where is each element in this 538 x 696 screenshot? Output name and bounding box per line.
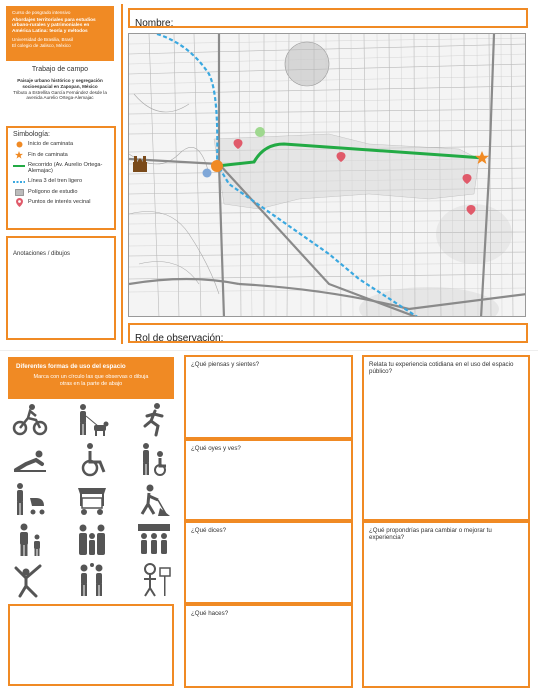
vendor-cart-icon[interactable] <box>74 482 110 518</box>
university-2: El colegio de Jalisco, México <box>12 42 71 48</box>
legend-box <box>6 126 116 230</box>
divider-horizontal <box>0 350 538 351</box>
construction-worker-icon[interactable] <box>136 482 172 518</box>
legend-item-poi: Puntos de interés vecinal <box>13 199 109 206</box>
name-field[interactable] <box>128 8 528 28</box>
start-dot-icon <box>13 141 25 148</box>
divider-vertical <box>121 4 123 344</box>
train-line-icon <box>13 178 25 185</box>
legend-item-polygon: Polígono de estudio <box>13 189 109 196</box>
notes-box[interactable] <box>6 236 116 340</box>
course-info-box <box>6 6 114 61</box>
question-do-label: ¿Qué haces? <box>191 610 229 617</box>
polygon-icon <box>13 189 25 196</box>
question-do[interactable] <box>184 604 353 688</box>
uses-instructions: Marca con un círculo las que observas o dibuja otras en la parte de abajo <box>33 374 149 387</box>
uses-title: Diferentes formas de uso del espacio <box>16 363 126 370</box>
stroller-icon[interactable] <box>12 482 48 518</box>
question-hear-see-label: ¿Qué oyes y ves? <box>191 445 241 452</box>
star-icon <box>13 152 25 159</box>
runner-icon[interactable] <box>136 402 172 438</box>
role-label: Rol de observación: <box>135 333 224 344</box>
street-map <box>128 33 526 317</box>
name-label: Nombre: <box>135 18 174 29</box>
question-daily-experience-label: Relata tu experiencia cotidiana en el uso del espacio público? <box>369 361 514 375</box>
family-icon[interactable] <box>12 522 48 558</box>
legend-item-train: Línea 3 del tren ligero <box>13 178 109 185</box>
sign-holder-icon[interactable] <box>136 562 172 598</box>
dog-walker-icon[interactable] <box>74 402 110 438</box>
question-think-feel-label: ¿Qué piensas y sientes? <box>191 361 260 368</box>
legend-title: Simbología: <box>13 131 50 138</box>
fieldwork-title: Trabajo de campo <box>31 66 89 73</box>
question-say-label: ¿Qué dices? <box>191 527 227 534</box>
question-say[interactable] <box>184 521 353 604</box>
question-think-feel[interactable] <box>184 355 353 439</box>
drawing-box[interactable] <box>8 604 174 686</box>
map-graphic <box>129 34 526 317</box>
notes-label: Anotaciones / dibujos <box>13 251 71 257</box>
friends-icon[interactable] <box>74 562 110 598</box>
fieldwork-subtitle: Paisaje urbano histórico y segregación socioespacial en Zapopan, México <box>17 78 103 89</box>
question-proposal[interactable] <box>362 521 530 688</box>
reclining-person-icon[interactable] <box>12 442 48 478</box>
course-type: Curso de posgrado intensivo <box>12 10 71 15</box>
uses-header <box>8 357 174 399</box>
activity-icons-grid <box>8 400 174 600</box>
route-line-icon <box>13 162 25 169</box>
exercise-icon[interactable] <box>12 562 48 598</box>
group-icon[interactable] <box>74 522 110 558</box>
legend-item-route: Recorrido (Av. Aurelio Ortega-Alemajac) <box>13 162 109 175</box>
cyclist-icon[interactable] <box>12 402 48 438</box>
question-proposal-label: ¿Qué propondrías para cambiar o mejorar tu experiencia? <box>369 527 492 541</box>
protest-icon[interactable] <box>136 522 172 558</box>
caregiver-icon[interactable] <box>136 442 172 478</box>
course-title: Abordajes territoriales para estudios urbano-rurales y patrimoniales en América Latina: teoría y métodos <box>12 17 96 34</box>
map-pin-icon <box>13 199 25 206</box>
question-hear-see[interactable] <box>184 439 353 521</box>
fieldwork-block <box>6 66 114 101</box>
university-1: Universidad de Brasilia, Brasil <box>12 37 74 43</box>
legend-item-end: Fin de caminata <box>13 152 109 159</box>
fieldwork-tribute: Tributo a Estrellita García Fernández desde la avenida Aurelio Ortega-Alemajac <box>13 89 107 101</box>
legend-item-start: Inicio de caminata <box>13 141 109 148</box>
role-field[interactable] <box>128 323 528 343</box>
wheelchair-icon[interactable] <box>74 442 110 478</box>
question-daily-experience[interactable] <box>362 355 530 521</box>
